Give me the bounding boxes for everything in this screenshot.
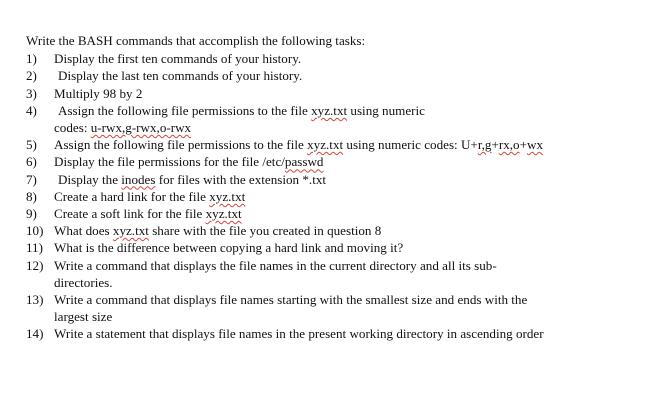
- spellcheck-flagged-text: xyz.txt: [311, 102, 348, 118]
- task-text-fragment: Create a hard link for the file: [54, 188, 210, 204]
- task-line-continuation: [54, 119, 626, 136]
- task-text-fragment: largest size: [54, 309, 113, 325]
- task-text-fragment: Assign the following file permissions to the file: [58, 102, 312, 118]
- task-list: [26, 50, 626, 342]
- spellcheck-flagged-text: inodes: [121, 171, 156, 187]
- task-number: 13): [26, 292, 44, 308]
- task-item: [26, 67, 626, 84]
- spellcheck-flagged-text: xyz.txt: [112, 223, 149, 239]
- task-text: [54, 153, 626, 170]
- task-text-fragment: for files with the extension *.txt: [155, 171, 327, 187]
- task-text: [54, 85, 626, 102]
- task-number: 2): [26, 68, 37, 84]
- task-line: [54, 86, 142, 101]
- task-number: 11): [26, 240, 43, 256]
- task-item: [26, 136, 626, 153]
- task-text-fragment: codes:: [54, 120, 91, 136]
- task-text-fragment: Write a command that displays the file names in the current directory and all its sub-: [54, 257, 497, 273]
- task-number: 4): [26, 102, 37, 118]
- task-line: [54, 292, 527, 307]
- task-text: [54, 239, 626, 256]
- task-line: [54, 223, 381, 238]
- task-text-fragment: +: [491, 137, 499, 153]
- task-text-fragment: share with the file you created in question 8: [148, 223, 382, 239]
- task-number: 12): [26, 257, 44, 273]
- task-text: [54, 136, 626, 153]
- task-text: [54, 188, 626, 205]
- task-text-fragment: Display the first ten commands of your history.: [54, 51, 302, 67]
- task-number: 6): [26, 154, 37, 170]
- task-item: [26, 205, 626, 222]
- task-text-fragment: Display the: [58, 171, 122, 187]
- spellcheck-flagged-text: xyz.txt: [205, 206, 242, 222]
- document-heading: Write the BASH commands that accomplish the following tasks:: [26, 33, 366, 48]
- task-number: 9): [26, 206, 37, 222]
- task-line: [54, 240, 403, 255]
- task-text: [54, 222, 626, 239]
- task-text: [54, 171, 626, 188]
- spellcheck-flagged-text: wx: [526, 137, 543, 153]
- task-item: [26, 171, 626, 188]
- task-line: [54, 51, 301, 66]
- task-text: [54, 50, 626, 67]
- task-item: [26, 257, 626, 291]
- task-item: [26, 239, 626, 256]
- task-text-fragment: Assign the following file permissions to the file: [54, 137, 308, 153]
- spellcheck-flagged-text: passwd: [284, 154, 324, 170]
- task-line: [54, 154, 323, 169]
- task-text-fragment: using numeric: [347, 102, 425, 118]
- task-line: [54, 189, 245, 204]
- task-line: [54, 326, 544, 341]
- task-line: [54, 137, 543, 152]
- task-number: 14): [26, 326, 44, 342]
- task-item: [26, 153, 626, 170]
- task-text: [54, 67, 626, 84]
- task-text: [54, 257, 626, 291]
- task-number: 1): [26, 51, 37, 67]
- task-text-fragment: using numeric codes: U+: [343, 137, 478, 153]
- task-text-fragment: Write a command that displays file names starting with the smallest size and ends with the: [54, 292, 528, 308]
- task-line-continuation: [54, 274, 626, 291]
- task-number: 5): [26, 137, 37, 153]
- task-item: [26, 188, 626, 205]
- task-line-continuation: [54, 308, 626, 325]
- task-text: [54, 205, 626, 222]
- task-item: [26, 50, 626, 67]
- task-item: [26, 222, 626, 239]
- task-item: [26, 102, 626, 136]
- task-line: [54, 258, 497, 273]
- task-number: 7): [26, 171, 37, 187]
- task-item: [26, 85, 626, 102]
- task-item: [26, 291, 626, 325]
- task-text: [54, 325, 626, 342]
- spellcheck-flagged-text: u-rwx,g-rwx,o-rwx: [90, 120, 192, 136]
- task-line: [54, 103, 425, 118]
- spellcheck-flagged-text: xyz.txt: [307, 137, 344, 153]
- task-text-fragment: Display the file permissions for the file /etc/: [54, 154, 285, 170]
- task-number: 8): [26, 188, 37, 204]
- task-text: [54, 291, 626, 325]
- spellcheck-flagged-text: xyz.txt: [209, 188, 246, 204]
- task-text-fragment: Write a statement that displays file names in the present working directory in ascending order: [54, 326, 544, 342]
- task-line: [54, 68, 302, 83]
- task-number: 3): [26, 85, 37, 101]
- task-item: [26, 325, 626, 342]
- task-text-fragment: +: [519, 137, 527, 153]
- task-text-fragment: Create a soft link for the file: [54, 206, 206, 222]
- document: [26, 32, 626, 343]
- task-text-fragment: What is the difference between copying a hard link and moving it?: [54, 240, 404, 256]
- task-text-fragment: What does: [54, 223, 113, 239]
- spellcheck-flagged-text: rx,o: [498, 137, 520, 153]
- task-number: 10): [26, 223, 44, 239]
- task-line: [54, 206, 242, 221]
- spellcheck-flagged-text: r,g: [477, 137, 492, 153]
- task-text: [54, 102, 626, 136]
- task-text-fragment: Multiply 98 by 2: [54, 85, 143, 101]
- task-text-fragment: Display the last ten commands of your history.: [58, 68, 303, 84]
- task-text-fragment: directories.: [54, 274, 113, 290]
- task-line: [54, 172, 326, 187]
